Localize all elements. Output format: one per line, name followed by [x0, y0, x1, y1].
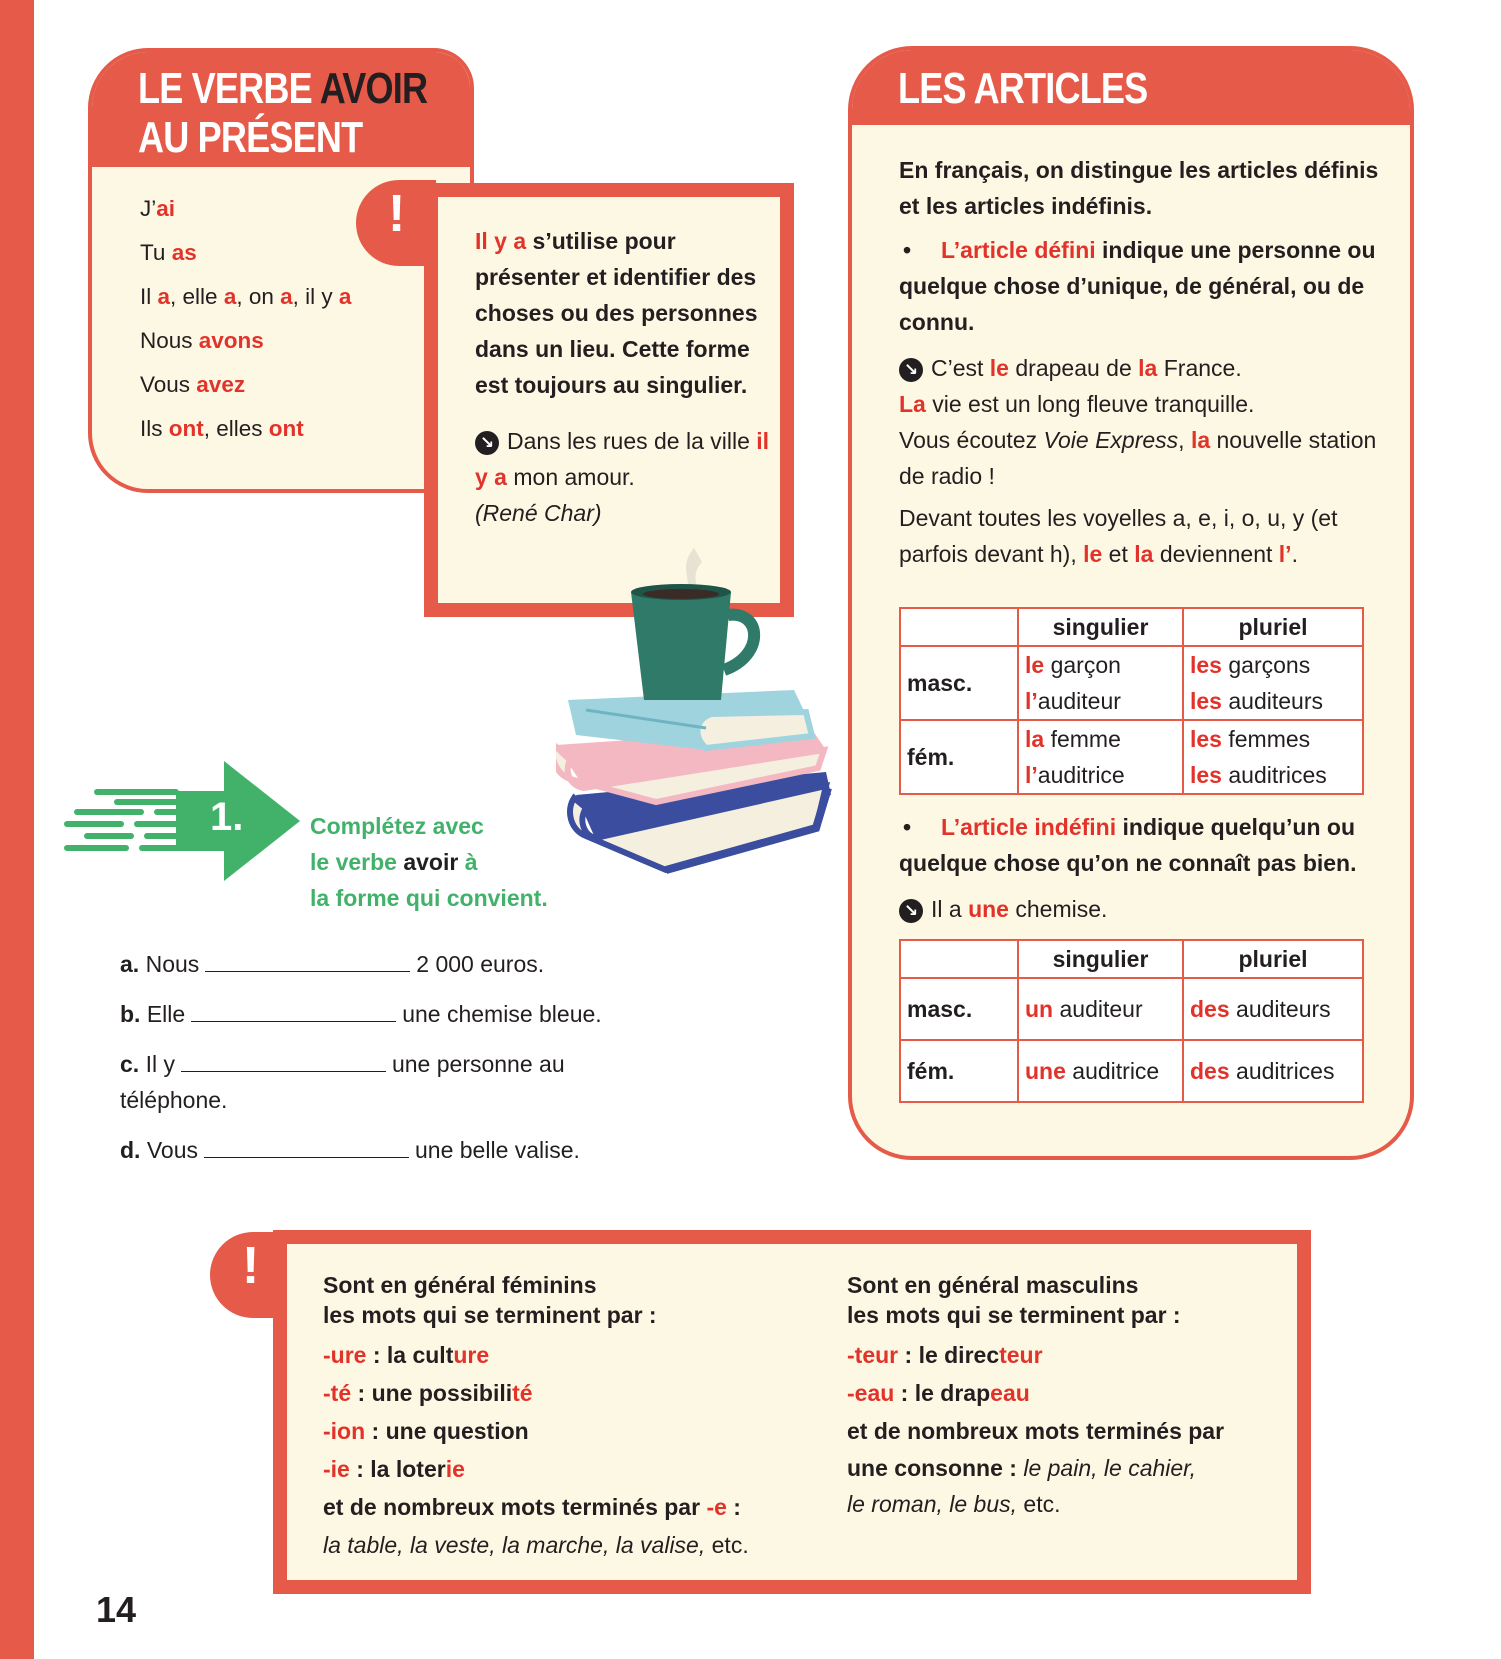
conjugation-row: Vous avez — [140, 372, 246, 397]
exercise-number: 1. — [210, 795, 244, 839]
exercise-item: c. Il y une personne au téléphone. — [120, 1051, 565, 1113]
exercise-item: d. Vous une belle valise. — [120, 1137, 580, 1163]
exercise-item: a. Nous 2 000 euros. — [120, 951, 545, 977]
answer-blank[interactable] — [204, 1138, 409, 1158]
articles-box — [848, 46, 1414, 1160]
verb-avoir-header — [92, 52, 470, 167]
example-arrow-icon: ↘ — [899, 358, 923, 382]
conjugation-row: Il a, elle a, on a, il y a — [140, 284, 352, 309]
example-arrow-icon: ↘ — [475, 431, 499, 455]
articles-intro: En français, on distingue les articles définis et les articles indéfinis. — [899, 157, 1379, 219]
definite-articles-table: singulier pluriel masc. le garçon l’auditeur les garçons les auditeurs fém. la femme l’auditrice les femmes les auditrices — [899, 607, 1364, 795]
conjugation-list — [140, 196, 351, 460]
cup-icon — [631, 592, 731, 700]
left-margin-band — [0, 0, 34, 1659]
feminine-column: Sont en général féminins les mots qui se terminent par : -ure : la culture -té : une possibilité -ion : une question -ie : la loterie et de nombreux mots terminés par -e : la table, la veste, la marche, la valise, etc. — [323, 1270, 823, 1564]
definite-examples: ↘ C’est le drapeau de la France. La vie est un long fleuve tranquille. Vous écoutez Voie Express, la nouvelle station de radio ! — [899, 355, 1377, 489]
indefinite-article-rule: • L’article indéfini indique quelqu’un ou quelque chose qu’on ne connaît pas bien. — [899, 809, 1389, 881]
answer-blank[interactable] — [205, 952, 410, 972]
indefinite-example: ↘ Il a une chemise. — [899, 891, 1389, 927]
ending-row: -ure : la culture — [323, 1342, 490, 1368]
exclamation-icon: ! — [210, 1232, 290, 1318]
exercise-instruction: Complétez avec le verbe avoir à la forme qui convient. — [310, 813, 548, 911]
books-and-cup-illustration — [556, 540, 886, 920]
il-y-a-explanation: Il y a s’utilise pour présenter et identifier des choses ou des personnes dans un lieu. Cette forme est toujours au singulier. — [475, 228, 758, 398]
exercise-items — [120, 946, 640, 1182]
articles-body — [899, 152, 1389, 1103]
ending-row: -teur : le directeur — [847, 1342, 1043, 1368]
answer-blank[interactable] — [191, 1002, 396, 1022]
gender-endings-note — [273, 1230, 1311, 1594]
conjugation-row: Tu as — [140, 240, 197, 265]
page-number: 14 — [96, 1589, 137, 1630]
ending-row: -eau : le drapeau — [847, 1380, 1030, 1406]
verb-title-line2: AU PRÉSENT — [138, 113, 363, 162]
verb-avoir-box — [88, 48, 474, 493]
ending-row: -ion : une question — [323, 1418, 529, 1444]
exercise-arrow-icon — [64, 761, 300, 881]
il-y-a-example: ↘ Dans les rues de la ville il y a mon amour. (René Char) — [475, 428, 770, 526]
conjugation-row: J’ai — [140, 196, 176, 221]
verb-title-line1: LE VERBE AVOIR — [138, 64, 428, 113]
vowel-rule: Devant toutes les voyelles a, e, i, o, u, y (et parfois devant h), le et la deviennent l’. — [899, 505, 1338, 567]
exercise-item: b. Elle une chemise bleue. — [120, 1001, 602, 1027]
definite-article-rule: • L’article défini indique une personne ou quelque chose d’unique, de général, ou de connu. — [899, 232, 1389, 340]
indefinite-articles-table: singulier pluriel masc. un auditeur des auditeurs fém. une auditrice des auditrices — [899, 939, 1364, 1103]
conjugation-row: Nous avons — [140, 328, 264, 353]
answer-blank[interactable] — [181, 1052, 386, 1072]
masculine-column: Sont en général masculins les mots qui se terminent par : -teur : le directeur -eau : le drapeau et de nombreux mots terminés par une consonne : le pain, le cahier, le roman, le bus, etc. — [847, 1270, 1297, 1522]
ending-row: -té : une possibilité — [323, 1380, 533, 1406]
ending-row: -ie : la loterie — [323, 1456, 465, 1482]
example-arrow-icon: ↘ — [899, 899, 923, 923]
articles-title: LES ARTICLES — [898, 64, 1148, 113]
articles-header — [852, 50, 1410, 125]
conjugation-row: Ils ont, elles ont — [140, 416, 304, 441]
exclamation-icon: ! — [356, 180, 436, 266]
